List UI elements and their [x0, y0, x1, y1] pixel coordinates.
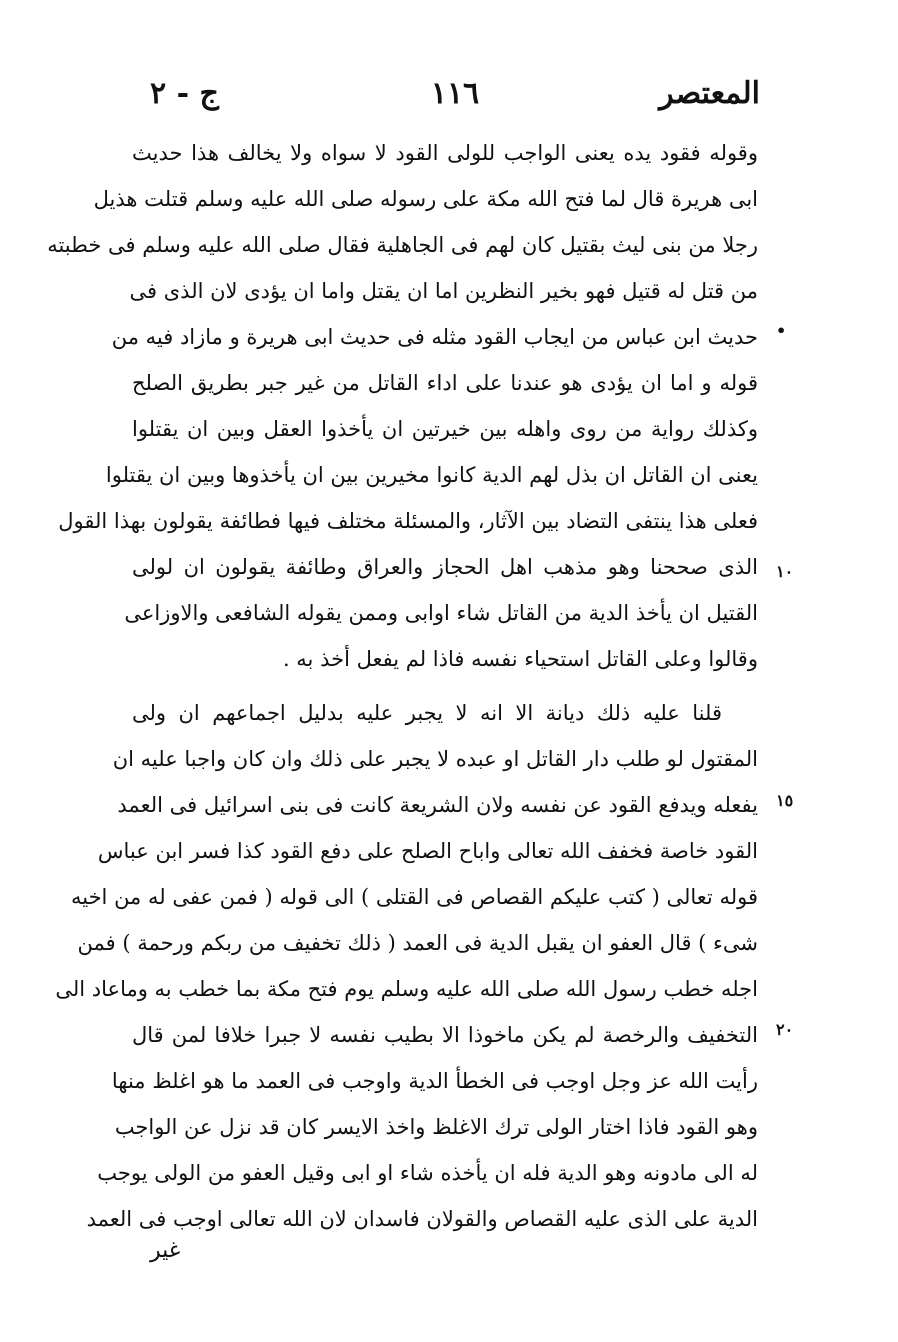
- text-line: وقالوا وعلى القاتل استحياء نفسه فاذا لم يفعل أخذ به .: [282, 647, 758, 671]
- text-line: التخفيف والرخصة لم يكن ماخوذا الا بطيب نفسه لا جبرا خلافا لمن قال: [132, 1023, 758, 1047]
- text-line: وقوله فقود يده يعنى الواجب للولى القود لا سواه ولا يخالف هذا حديث: [132, 141, 758, 165]
- text-line: القتيل ان يأخذ الدية من القاتل شاء اوابى وممن يقوله الشافعى والاوزاعى: [124, 601, 758, 625]
- line-number-10: ١٠: [776, 562, 794, 581]
- text-line: الدية على الذى عليه القصاص والقولان فاسدان لان الله تعالى اوجب فى العمد: [86, 1207, 758, 1231]
- volume-label: ج - ٢: [150, 76, 219, 111]
- text-line: من قتل له قتيل فهو بخير النظرين اما ان يقتل واما ان يؤدى لان الذى فى: [129, 279, 758, 303]
- text-line: الذى صححنا وهو مذهب اهل الحجاز والعراق وطائفة يقولون ان لولى: [132, 555, 758, 579]
- text-line: اجله خطب رسول الله صلى الله عليه وسلم يوم فتح مكة بما خطب به وماعاد الى: [55, 977, 758, 1001]
- text-line: قوله و اما ان يؤدى هو عندنا على اداء القاتل من غير جبر بطريق الصلح: [132, 371, 758, 395]
- text-line: قوله تعالى ( كتب عليكم القصاص فى القتلى ) الى قوله ( فمن عفى له من اخيه: [70, 885, 758, 909]
- line-number-15: ١٥: [776, 791, 794, 810]
- catchword: غير: [150, 1238, 181, 1263]
- book-title: المعتصر: [659, 76, 760, 111]
- line-number-20: ٢٠: [776, 1020, 794, 1039]
- text-line: شىء ) قال العفو ان يقبل الدية فى العمد ( ذلك تخفيف من ربكم ورحمة ) فمن: [77, 931, 758, 955]
- main-text: [47, 130, 758, 1242]
- text-line: المقتول لو طلب دار القاتل او عبده لا يجبر على ذلك وان كان واجبا عليه ان: [112, 747, 758, 771]
- text-line: حديث ابن عباس من ايجاب القود مثله فى حديث ابى هريرة و مازاد فيه من: [111, 325, 758, 349]
- text-line: له الى مادونه وهو الدية فله ان يأخذه شاء او ابى وقيل العفو من الولى يوجب: [97, 1161, 758, 1185]
- paragraph-gap: [132, 682, 758, 690]
- text-line: رجلا من بنى ليث بقتيل كان لهم فى الجاهلية فقال صلى الله عليه وسلم فى خطبته: [47, 233, 758, 257]
- text-line: وكذلك رواية من روى واهله بين خيرتين ان يأخذوا العقل وبين ان يقتلوا: [132, 417, 758, 441]
- text-line: قلنا عليه ذلك ديانة الا انه لا يجبر عليه بدليل اجماعهم ان ولى: [132, 701, 722, 725]
- text-line: فعلى هذا ينتفى التضاد بين الآثار، والمسئلة مختلف فيها فطائفة يقولون بهذا القول: [58, 509, 758, 533]
- text-line: رأيت الله عز وجل اوجب فى الخطأ الدية واوجب فى العمد ما هو اغلظ منها: [111, 1069, 758, 1093]
- margin-bullet: •: [776, 321, 787, 340]
- text-line: يعنى ان القاتل ان بذل لهم الدية كانوا مخيرين بين ان يأخذوها وبين ان يقتلوا: [105, 463, 758, 487]
- page-number: ١١٦: [430, 76, 480, 111]
- text-line: يفعله ويدفع القود عن نفسه ولان الشريعة كانت فى بنى اسرائيل فى العمد: [117, 793, 758, 817]
- page-header: [150, 76, 760, 120]
- text-line: ابى هريرة قال لما فتح الله مكة على رسوله صلى الله عليه وسلم قتلت هذيل: [93, 187, 758, 211]
- text-line: وهو القود فاذا اختار الولى ترك الاغلظ واخذ الايسر كان قد نزل عن الواجب: [114, 1115, 758, 1139]
- text-line: القود خاصة فخفف الله تعالى واباح الصلح على دفع القود كذا فسر ابن عباس: [97, 839, 758, 863]
